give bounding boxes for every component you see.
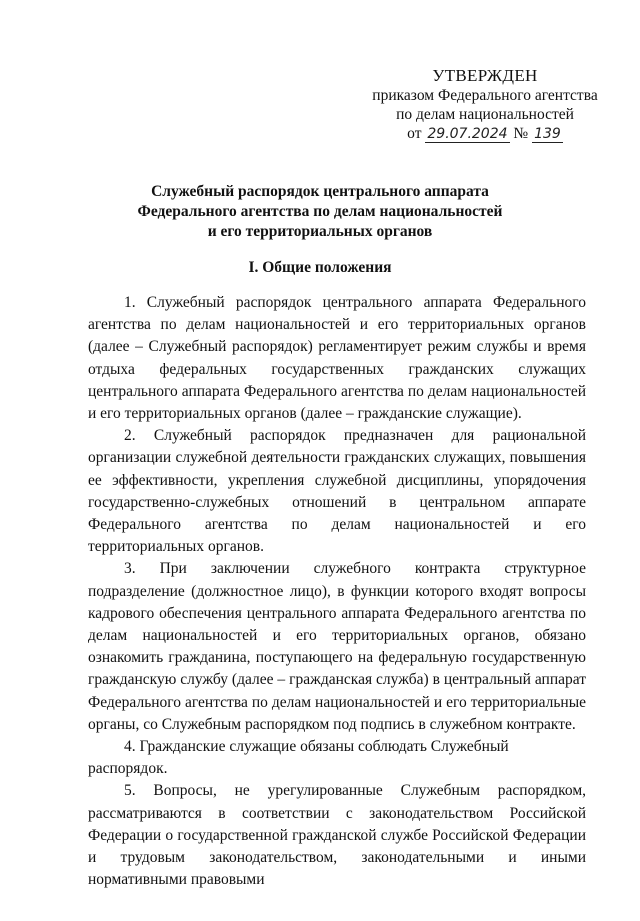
approval-date-number-line xyxy=(360,124,610,144)
document-body xyxy=(88,292,586,891)
approval-line-2: по делам национальностей xyxy=(396,106,574,123)
approval-date: 29.07.2024 xyxy=(427,126,508,142)
approval-stamp xyxy=(360,66,610,144)
section-title: I. Общие положения xyxy=(248,259,392,276)
approval-from-label: от xyxy=(407,125,422,142)
document-title-line-1: Служебный распорядок центрального аппарата xyxy=(151,183,489,200)
document-title xyxy=(60,182,580,242)
document-title-line-3: и его территориальных органов xyxy=(207,223,433,240)
paragraph-5: 5. Вопросы, не урегулированные Служебным распорядком, рассматриваются в соответствии с законодательством Российской Федерации о государственной гражданской службе Российской Федерации и трудовым законодательством, законодательными и иными нормативными правовыми xyxy=(88,782,586,889)
approval-number-label: № xyxy=(513,125,529,142)
approval-number: 139 xyxy=(534,126,561,142)
document-title-line-2: Федерального агентства по делам национальностей xyxy=(137,203,503,220)
approval-title: УТВЕРЖДЕН xyxy=(432,66,538,85)
paragraph-3: 3. При заключении служебного контракта структурное подразделение (должностное лицо), в функции которого входят вопросы кадрового обеспечения центрального аппарата Федерального агентства по делам национальностей и его территориальных органов, обязано ознакомить гражданина, поступающего на федеральную государственную гражданскую службу (далее – гражданская служба) в центральный аппарат Федерального агентства по делам национальностей и его территориальные органы, со Служебным распорядком под подпись в служебном контракте. xyxy=(88,560,586,733)
paragraph-2: 2. Служебный распорядок предназначен для рациональной организации служебной деятельности гражданских служащих, повышения ее эффективности, укрепления служебной дисциплины, упорядочения государственно-служебных отношений в центральном аппарате Федерального агентства по делам национальностей и его территориальных органов. xyxy=(88,427,586,556)
approval-line-1: приказом Федерального агентства xyxy=(372,87,598,104)
paragraph-4: 4. Гражданские служащие обязаны соблюдать Служебный распорядок. xyxy=(88,738,509,778)
paragraph-1: 1. Служебный распорядок центрального аппарата Федерального агентства по делам национальностей и его территориальных органов (далее – Служебный распорядок) регламентирует режим службы и время отдыха федеральных государственных гражданских служащих центрального аппарата Федерального агентства по делам национальностей и его территориальных органов (далее – гражданские служащие). xyxy=(88,294,586,423)
